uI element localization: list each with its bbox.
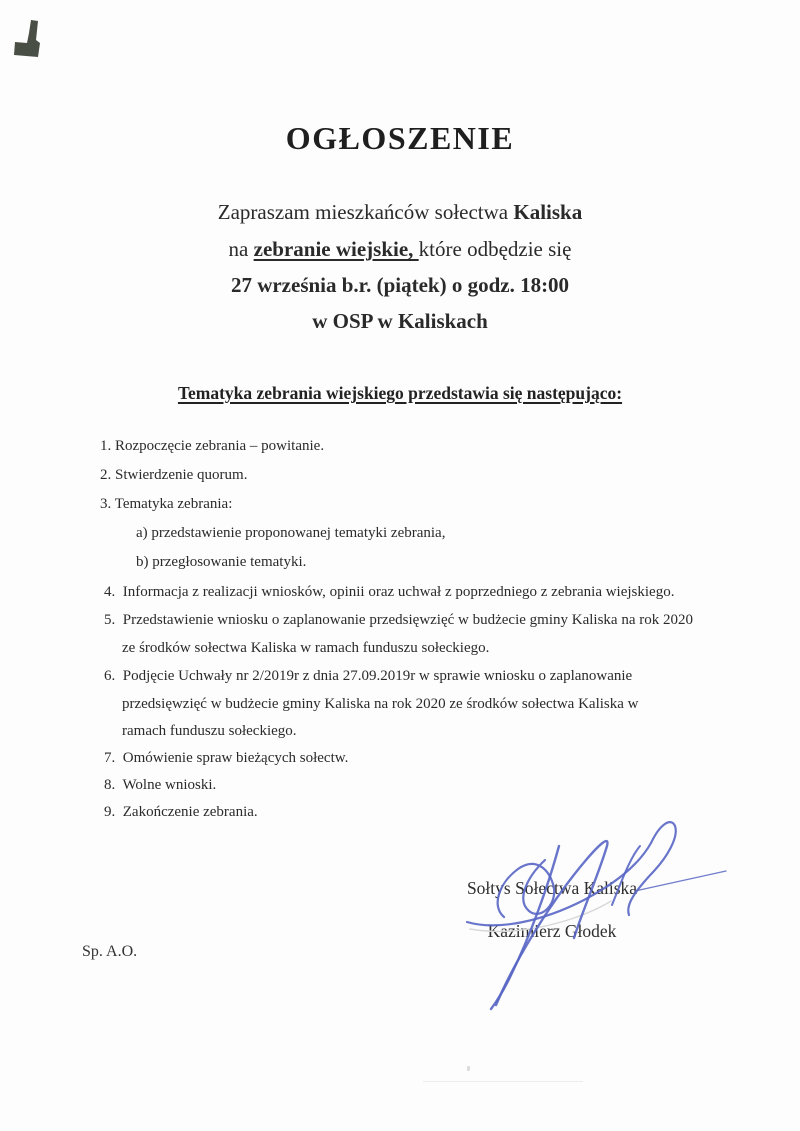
scan-crease-line — [423, 1081, 583, 1082]
agenda-item-3: 3. Tematyka zebrania: — [100, 496, 233, 512]
signature-role: Sołtys Sołectwa Kaliska — [466, 878, 638, 898]
scan-corner-mark — [0, 0, 60, 70]
agenda-item-8: 8. Wolne wnioski. — [104, 777, 217, 793]
intro-line-4: w OSP w Kaliskach — [312, 309, 488, 333]
agenda-item-2: 2. Stwierdzenie quorum. — [100, 467, 248, 483]
scan-speck — [467, 1066, 470, 1071]
signature-stroke-sweep — [467, 822, 676, 925]
agenda-item-6: 6. Podjęcie Uchwały nr 2/2019r z dnia 27.09.2019r w sprawie wniosku o zaplanowanie — [104, 668, 633, 684]
agenda-item-5-cont: ze środków sołectwa Kaliska w ramach funduszu sołeckiego. — [122, 640, 490, 656]
agenda-item-7: 7. Omówienie spraw bieżących sołectw. — [104, 750, 349, 766]
page-title: OGŁOSZENIE — [285, 120, 515, 156]
agenda-heading: Tematyka zebrania wiejskiego przedstawia się następująco: — [177, 383, 623, 403]
agenda-item-4: 4. Informacja z realizacji wniosków, opinii oraz uchwał z poprzedniego z zebrania wiejskiego. — [104, 584, 675, 600]
intro-line-2-underlined: zebranie wiejskie, — [253, 237, 419, 261]
agenda-item-5: 5. Przedstawienie wniosku o zaplanowanie przedsięwzięć w budżecie gminy Kaliska na rok 2020 — [104, 612, 693, 628]
agenda-item-1: 1. Rozpoczęcie zebrania – powitanie. — [100, 438, 325, 454]
intro-line-2-pre: na — [228, 237, 254, 261]
intro-line-1 — [0, 200, 800, 225]
intro-line-2 — [0, 237, 800, 262]
intro-line-1-text: Zapraszam mieszkańców sołectwa — [217, 200, 514, 224]
agenda-item-6-cont: przedsięwzięć w budżecie gminy Kaliska na rok 2020 ze środków sołectwa Kaliska w — [122, 696, 639, 712]
intro-line-1-bold: Kaliska — [513, 200, 583, 224]
footer-note: Sp. A.O. — [82, 943, 138, 960]
intro-line-2-post: które odbędzie się — [418, 237, 572, 261]
corner-mark-shape — [14, 20, 40, 57]
intro-line-3: 27 września b.r. (piątek) o godz. 18:00 — [230, 273, 570, 297]
agenda-item-3a: a) przedstawienie proponowanej tematyki zebrania, — [136, 525, 446, 541]
signature-name: Kazimierz Głodek — [487, 921, 617, 941]
agenda-item-6-cont2: ramach funduszu sołeckiego. — [122, 723, 297, 739]
agenda-item-3b: b) przegłosowanie tematyki. — [136, 554, 307, 570]
agenda-item-9: 9. Zakończenie zebrania. — [104, 804, 258, 820]
